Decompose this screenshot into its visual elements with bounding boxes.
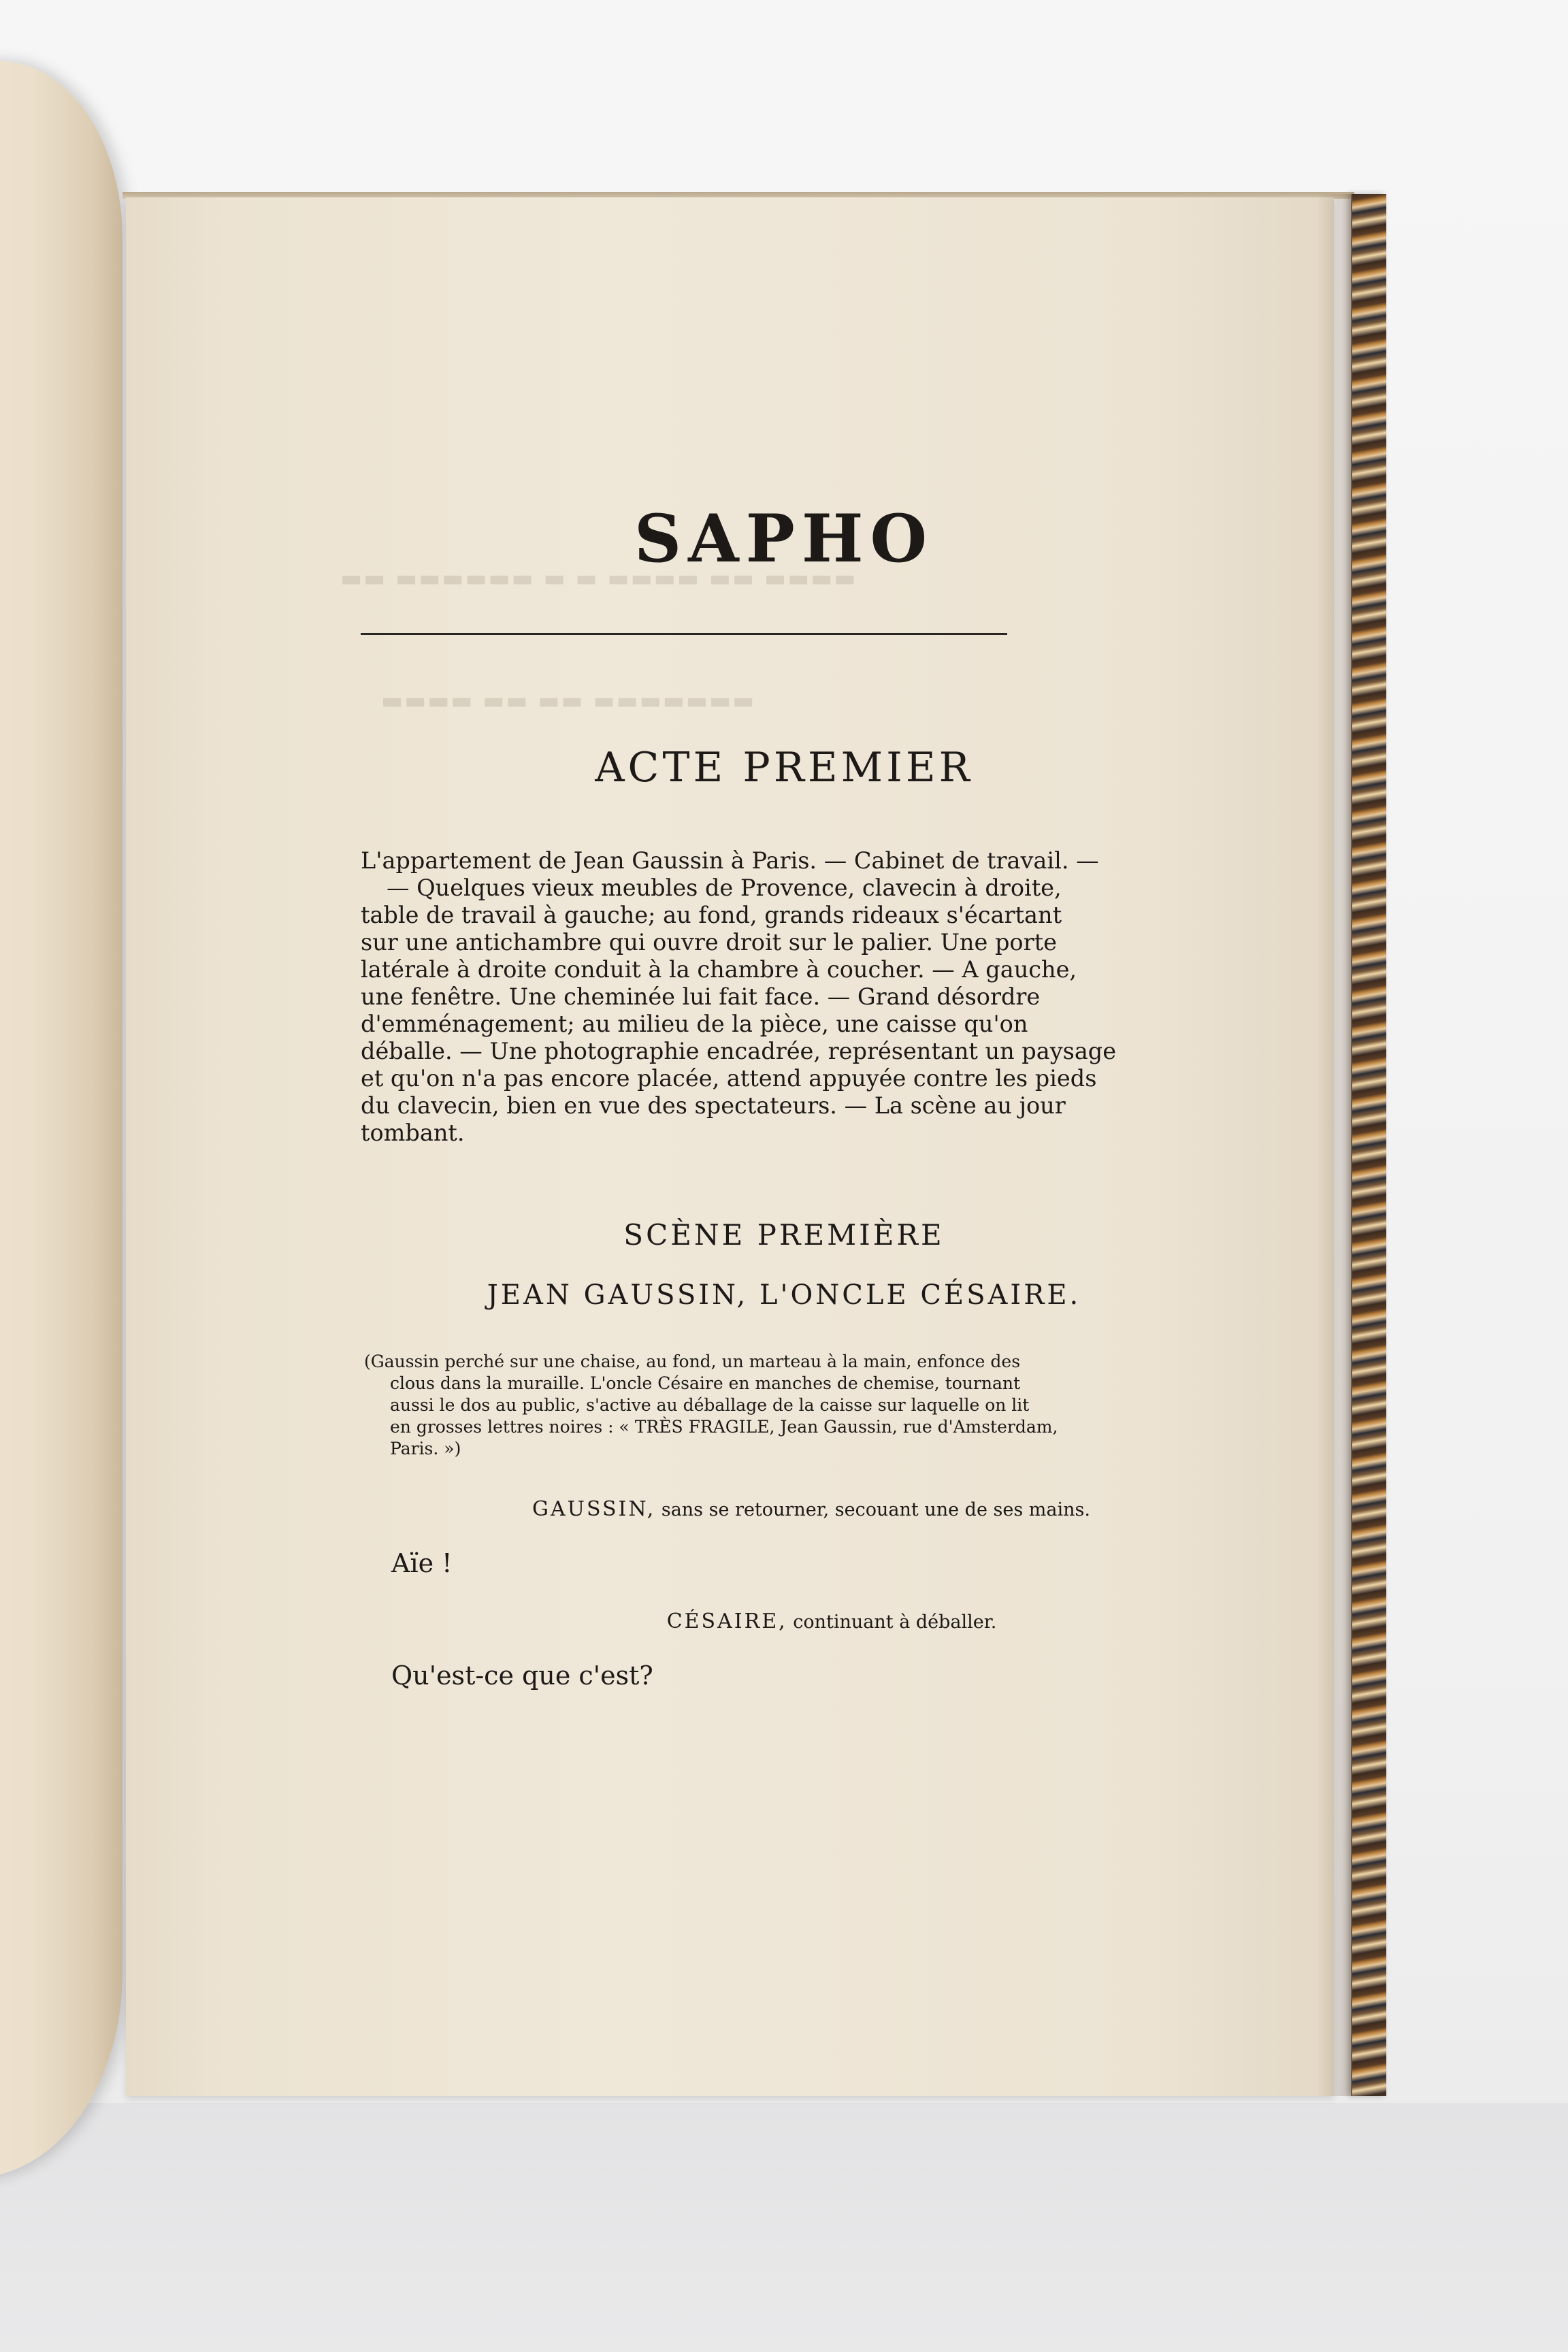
setting-line: L'appartement de Jean Gaussin à Paris. — Cabinet de travail. —	[361, 847, 1099, 874]
setting-line: latérale à droite conduit à la chambre à coucher. — A gauche,	[361, 956, 1077, 983]
setting-line: déballe. — Une photographie encadrée, représentant un paysage	[361, 1038, 1117, 1064]
speaker-name: CÉSAIRE,	[666, 1610, 787, 1633]
page-edge-shadow	[1317, 194, 1354, 2096]
stage-line: clous dans la muraille. L'oncle Césaire en manches de chemise, tournant	[390, 1373, 1021, 1393]
setting-line: une fenêtre. Une cheminée lui fait face. — Grand désordre	[361, 983, 1041, 1010]
character-list: JEAN GAUSSIN, L'ONCLE CÉSAIRE.	[487, 1279, 1081, 1311]
show-through: ▬▬ ▬▬▬▬▬▬ ▬ ▬ ▬▬▬▬ ▬▬ ▬▬▬▬	[340, 565, 858, 592]
marbled-book-edge	[1351, 194, 1386, 2096]
setting-paragraph	[361, 847, 1117, 1147]
dialogue-line: Qu'est-ce que c'est?	[391, 1661, 653, 1690]
book-page	[126, 197, 1334, 2096]
speaker-direction: sans se retourner, secouant une de ses mains.	[661, 1499, 1090, 1520]
dialogue-line: Aïe !	[391, 1548, 453, 1578]
speaker-name: GAUSSIN,	[532, 1497, 656, 1521]
stage-line: Paris. »)	[390, 1439, 461, 1458]
table-reflection	[0, 2103, 1568, 2352]
page-title: SAPHO	[634, 500, 934, 577]
setting-line: sur une antichambre qui ouvre droit sur le palier. Une porte	[361, 929, 1057, 956]
stage-direction	[364, 1351, 1058, 1460]
stage-line: aussi le dos au public, s'active au déballage de la caisse sur laquelle on lit	[390, 1395, 1030, 1415]
setting-line: tombant.	[361, 1120, 465, 1146]
speaker-direction: continuant à déballer.	[793, 1612, 997, 1633]
stage-line: en grosses lettres noires : « TRÈS FRAGILE, Jean Gaussin, rue d'Amsterdam,	[390, 1417, 1058, 1437]
setting-line: table de travail à gauche; au fond, grands rideaux s'écartant	[361, 902, 1062, 928]
title-rule	[361, 633, 1007, 635]
setting-line: et qu'on n'a pas encore placée, attend appuyée contre les pieds	[361, 1065, 1097, 1092]
setting-line: — Quelques vieux meubles de Provence, clavecin à droite,	[387, 875, 1062, 901]
setting-line: d'emménagement; au milieu de la pièce, une caisse qu'on	[361, 1011, 1028, 1037]
stage-line: (Gaussin perché sur une chaise, au fond, un marteau à la main, enfonce des	[364, 1352, 1021, 1371]
act-heading: ACTE PREMIER	[595, 744, 973, 791]
show-through: ▬▬▬▬ ▬▬ ▬▬ ▬▬▬▬▬▬▬	[381, 687, 756, 715]
left-facing-page	[0, 61, 122, 2178]
setting-line: du clavecin, bien en vue des spectateurs. — La scène au jour	[361, 1092, 1066, 1119]
scene-heading: SCÈNE PREMIÈRE	[623, 1218, 945, 1252]
speaker-cue	[0, 1610, 1568, 1633]
speaker-cue	[0, 1497, 1568, 1521]
